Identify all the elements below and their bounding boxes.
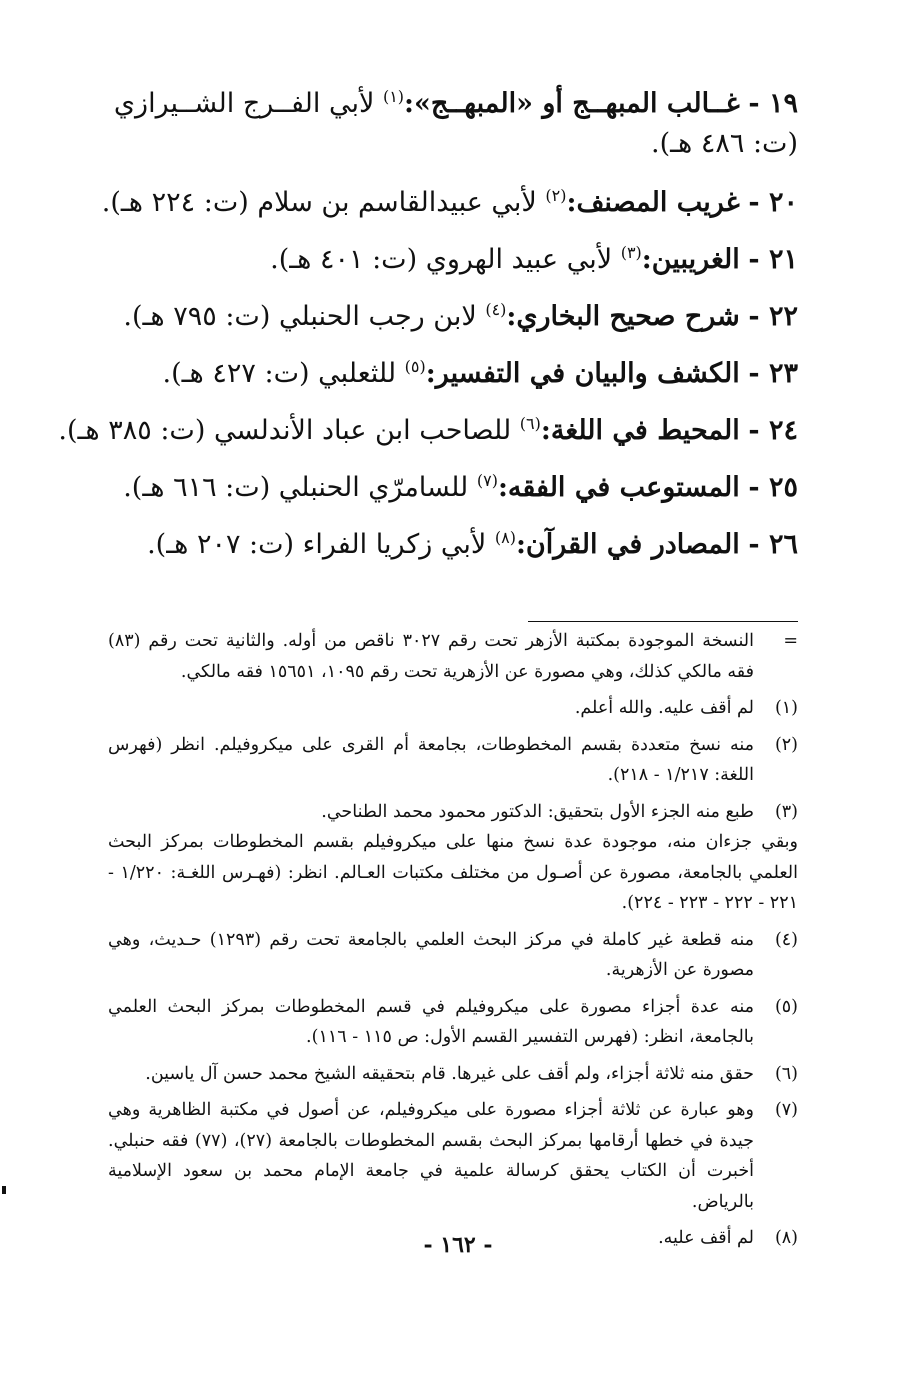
entry-author: لأبي عبيدالقاسم بن سلام (ت: ٢٢٤ هـ).: [101, 187, 546, 218]
footnote-mark: (٢): [774, 734, 798, 755]
list-item: [98, 84, 798, 164]
entry-author: للسامرّي الحنبلي (ت: ٦١٦ هـ).: [123, 472, 477, 503]
entry-title: المستوعب في الفقه:: [497, 472, 740, 503]
footnote-mark: (٥): [774, 996, 798, 1017]
footnote-text: منه نسخ متعددة بقسم المخطوطات، بجامعة أم القرى على ميكروفيلم. انظر (فهرس اللغة: ١/٢١٧ - ٢١٨).: [108, 734, 754, 785]
entry-author: لابن رجب الحنبلي (ت: ٧٩٥ هـ).: [123, 301, 486, 332]
footnote-item: [108, 626, 798, 687]
list-item: [98, 294, 798, 340]
book-list: [58, 84, 798, 579]
footnote-item: [108, 797, 798, 919]
footnote-mark: (٣): [774, 801, 798, 822]
footnote-text: لم أقف عليه. والله أعلم.: [574, 698, 754, 718]
footnote-ref: (٧): [476, 471, 498, 490]
footnote-item: [108, 992, 798, 1053]
list-item: [98, 351, 798, 397]
entry-title: غــالب المبهــج أو «المبهــج»:: [404, 88, 740, 119]
entry-number: ٢٠ -: [748, 187, 798, 218]
footnote-item: [108, 925, 798, 986]
footnote-text-continued: وبقي جزءان منه، موجودة عدة نسخ منها على ميكروفيلم بقسم المخطوطات بمركز البحث العلمي بالجامعة، مصورة عن أصـول من مختلف مكتبات العـالم. انظر: (فهـرس اللغـة: ١/٢٢٠ - ٢٢١ - ٢٢٢ - ٢٢٣ - ٢٢٤).: [108, 832, 798, 913]
footnote-mark: (٦): [774, 1063, 798, 1084]
entry-author: لأبي الفــرج الشــيرازي (ت: ٤٨٦ هـ).: [113, 88, 798, 159]
footnote-mark: (٧): [774, 1100, 798, 1120]
page-number: - ١٦٢ -: [423, 1232, 493, 1258]
entry-number: ٢٦ -: [748, 529, 798, 560]
footnote-item: [108, 693, 798, 724]
list-item: [98, 237, 798, 283]
footnote-ref: (٦): [519, 414, 541, 433]
scan-speck: [2, 1186, 6, 1194]
footnote-mark: (٨): [774, 1228, 798, 1248]
entry-number: ٢٢ -: [748, 301, 798, 332]
entry-author: لأبي عبيد الهروي (ت: ٤٠١ هـ).: [270, 244, 621, 275]
list-item: [98, 180, 798, 226]
entry-title: غريب المصنف:: [566, 187, 740, 218]
entry-author: للثعلبي (ت: ٤٢٧ هـ).: [162, 358, 405, 389]
entry-author: لأبي زكريا الفراء (ت: ٢٠٧ هـ).: [147, 529, 495, 560]
footnote-ref: (٤): [485, 300, 507, 319]
list-item: [98, 522, 798, 568]
footnote-ref: (٣): [620, 243, 642, 262]
footnote-text: حقق منه ثلاثة أجزاء، ولم أقف على غيرها. قام بتحقيقه الشيخ محمد حسن آل ياسين.: [145, 1063, 754, 1084]
footnote-text: وهو عبارة عن ثلاثة أجزاء مصورة على ميكروفيلم، عن أصول في مكتبة الظاهرية وهي جيدة في خطها أرقامها بمركز البحث بقسم المخطوطات بالجامعة (٢٧)، (٧٧) فقه حنبلي. أخبرت أن الكتاب يحقق كرسالة علمية في جامعة الإمام محمد بن سعود الإسلامية بالرياض.: [108, 1100, 754, 1212]
entry-title: المحيط في اللغة:: [540, 415, 740, 446]
footnote-text: لم أقف عليه.: [658, 1228, 754, 1248]
footnote-ref: (٢): [545, 186, 567, 205]
entry-title: المصادر في القرآن:: [515, 529, 740, 560]
footnote-mark: =: [783, 631, 798, 651]
list-item: [58, 408, 798, 454]
entry-author: للصاحب ابن عباد الأندلسي (ت: ٣٨٥ هـ).: [58, 415, 520, 446]
footnote-ref: (١): [382, 87, 405, 106]
list-item: [98, 465, 798, 511]
footnote-item: [108, 1095, 798, 1217]
footnote-ref: (٥): [404, 357, 426, 376]
footnote-text: طبع منه الجزء الأول بتحقيق: الدكتور محمود محمد الطناحي.: [321, 801, 754, 822]
entry-number: ٢٤ -: [748, 415, 798, 446]
entry-number: ١٩ -: [748, 88, 798, 119]
entry-number: ٢٣ -: [748, 358, 798, 389]
footnotes: [108, 626, 798, 1260]
entry-number: ٢١ -: [748, 244, 798, 275]
footnote-text: منه عدة أجزاء مصورة على ميكروفيلم في قسم المخطوطات بمركز البحث العلمي بالجامعة، انظر: (فهرس التفسير القسم الأول: ص ١١٥ - ١١٦).: [108, 996, 754, 1047]
footnote-mark: (٤): [774, 929, 798, 950]
entry-title: الغريبين:: [641, 244, 740, 275]
footnote-ref: (٨): [494, 528, 516, 547]
entry-title: شرح صحيح البخاري:: [506, 301, 740, 332]
footnote-text: النسخة الموجودة بمكتبة الأزهر تحت رقم ٣٠٢٧ ناقص من أوله. والثانية تحت رقم (٨٣) فقه مالكي كذلك، وهي مصورة عن الأزهرية تحت رقم ١٠٩٥، ١٥٦٥١ فقه مالكي.: [108, 631, 754, 682]
footnote-text: منه قطعة غير كاملة في مركز البحث العلمي بالجامعة تحت رقم (١٢٩٣) حـديث، وهي مصورة عن الأزهرية.: [108, 929, 754, 980]
entry-title: الكشف والبيان في التفسير:: [425, 358, 740, 389]
footnote-item: [108, 1059, 798, 1090]
footnote-mark: (١): [774, 698, 798, 718]
footnote-item: [108, 730, 798, 791]
entry-number: ٢٥ -: [748, 472, 798, 503]
footnote-divider: [528, 621, 798, 622]
